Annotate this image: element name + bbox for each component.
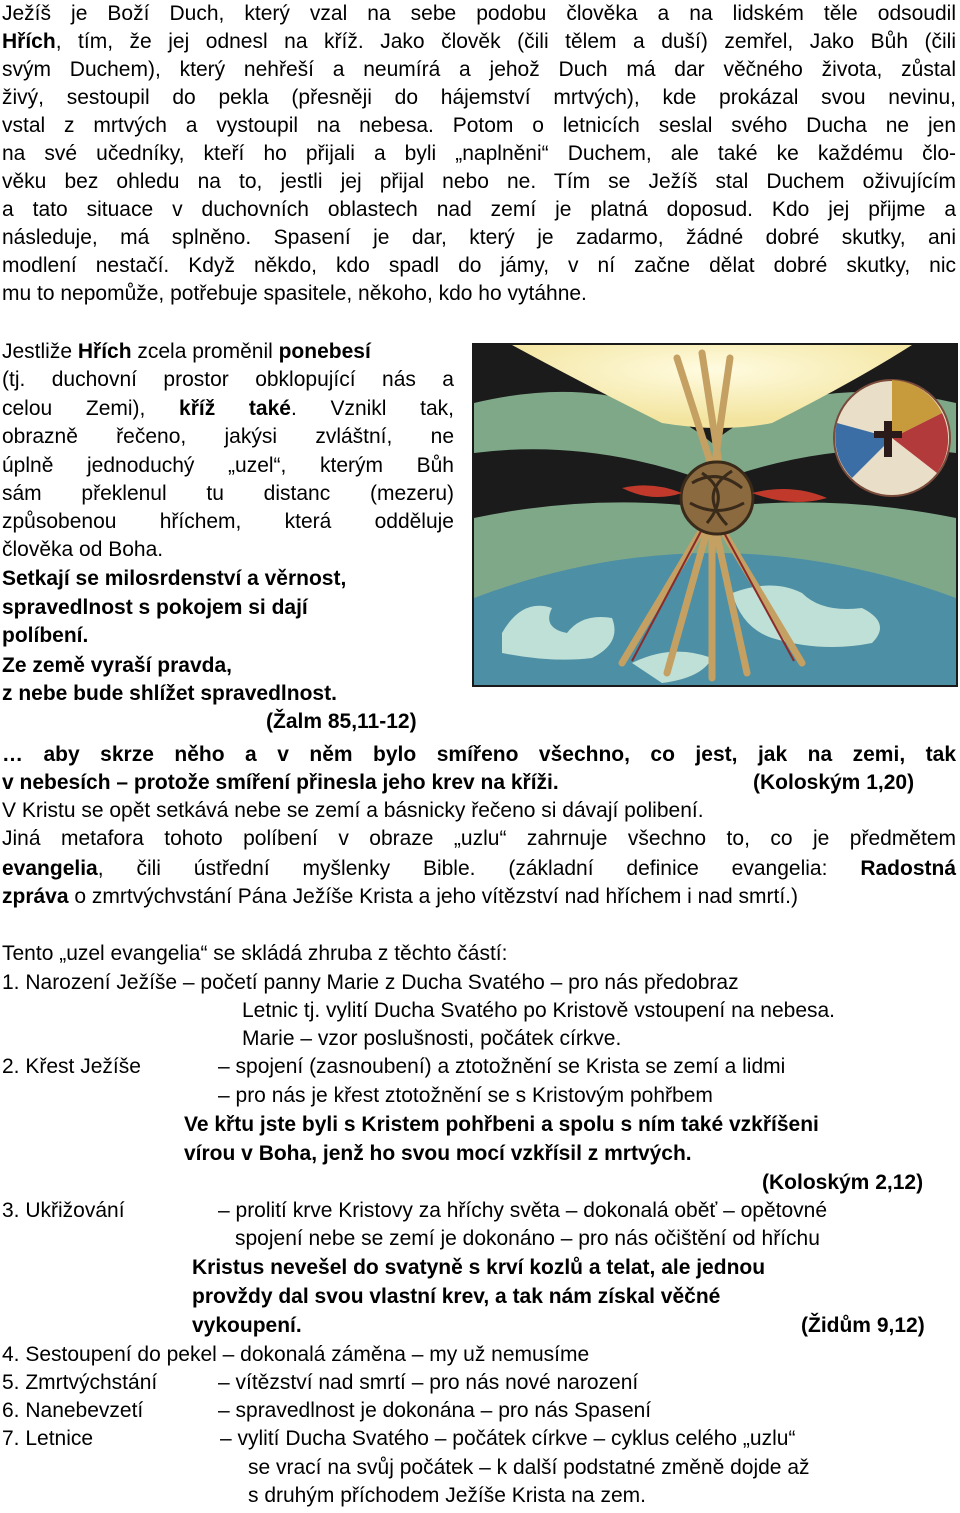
para2-line-2: Jiná metafora tohoto políbení v obraze „uzlu“ zahrnuje všechno to, co je předmětem: [2, 827, 956, 850]
intro-line-4: živý, sestoupil do pekla (přesněji do hájemství mrtvých), kde prokázal svou nevinu,: [2, 86, 956, 109]
item-2-reference: (Koloským 2,12): [762, 1171, 924, 1194]
item-4: 4. Sestoupení do pekel – dokonalá záměna – my už nemusíme: [2, 1343, 590, 1366]
para2-line-3-text: , čili ústřední myšlenky Bible. (základní definice evangelia:: [97, 857, 861, 880]
para2-line-4: [2, 883, 798, 911]
left-line-3a: celou Zemi),: [2, 397, 180, 420]
para2-line-1: V Kristu se opět setkává nebe se zemí a básnicky řečeno si dávají polibení.: [2, 799, 704, 822]
left-line-5: úplně jednoduchý „uzel“, kterým Bůh: [2, 454, 454, 477]
item-6-text: – spravedlnost je dokonána – pro nás Spasení: [218, 1399, 652, 1422]
knot-illustration: [472, 343, 958, 687]
intro-line-1: Ježíš je Boží Duch, který vzal na sebe podobu člověka a na lidském těle odsoudil: [2, 2, 956, 25]
item-3-label: 3. Ukřižování: [2, 1199, 125, 1222]
item-7-line-2: se vrací na svůj počátek – k další podstatné změně dojde až: [248, 1456, 810, 1479]
para2-line-3: [2, 855, 956, 883]
colossians-reference: (Koloským 1,20): [753, 771, 915, 794]
item-1-line-3: Marie – vzor poslušnosti, počátek církve.: [242, 1027, 622, 1050]
psalm-line-2: spravedlnost s pokojem si dají: [2, 596, 308, 619]
left-line-7: způsobenou hříchem, která odděluje: [2, 510, 454, 533]
list-intro: Tento „uzel evangelia“ se skládá zhruba z těchto částí:: [2, 942, 508, 965]
item-7-line-3: s druhým příchodem Ježíše Krista na zem.: [248, 1484, 646, 1507]
para2-evangelia: evangelia: [2, 857, 98, 880]
item-1-line-1: 1. Narození Ježíše – početí panny Marie z Ducha Svatého – pro nás předobraz: [2, 971, 739, 994]
left-line-3c: . Vznikl tak,: [290, 397, 454, 420]
psalm-reference: (Žalm 85,11-12): [266, 710, 417, 733]
item-2-line-1: – spojení (zasnoubení) a ztotožnění se Krista se zemí a lidmi: [218, 1055, 786, 1078]
psalm-line-5: z nebe bude shlížet spravedlnost.: [2, 682, 337, 705]
mandala-cross-horizontal: [874, 431, 902, 438]
item-7-line-1: – vylití Ducha Svatého – počátek církve – cyklus celého „uzlu“: [220, 1427, 796, 1450]
para2-radostna: Radostná: [860, 857, 956, 880]
item-2-quote-1: Ve křtu jste byli s Kristem pohřbeni a spolu s ním také vzkříšeni: [184, 1113, 819, 1136]
item-3-line-2: spojení nebe se zemí je dokonáno – pro nás očištění od hříchu: [235, 1227, 820, 1250]
left-line-8: člověka od Boha.: [2, 538, 164, 561]
intro-line-5: vstal z mrtvých a vystoupil na nebesa. Potom o letnicích seslal svého Ducha ne jen: [2, 114, 956, 137]
item-5-label: 5. Zmrtvýchstání: [2, 1371, 158, 1394]
left-line-1: [2, 338, 371, 366]
left-line-6: sám překlenul tu distanc (mezeru): [2, 482, 454, 505]
intro-line-7: věku bez ohledu na to, jestli jej přijal nebo ne. Tím se Ježíš stal Duchem oživujícím: [2, 170, 956, 193]
colossians-line-2: v nebesích – protože smíření přinesla jeho krev na kříži.: [2, 771, 559, 794]
psalm-line-4: Ze země vyraší pravda,: [2, 654, 232, 677]
item-2-line-2: – pro nás je křest ztotožnění se s Kristovým pohřbem: [218, 1084, 713, 1107]
item-1-line-2: Letnic tj. vylití Ducha Svatého po Kristově vstoupení na nebesa.: [242, 999, 836, 1022]
left-line-3: [2, 395, 454, 423]
para2-zprava: zpráva: [2, 885, 69, 908]
item-3-quote-1: Kristus nevešel do svatyně s krví kozlů a telat, ale jednou: [192, 1256, 766, 1279]
item-5-text: – vítězství nad smrtí – pro nás nové narození: [218, 1371, 639, 1394]
mandala-cross-vertical: [884, 421, 892, 457]
item-3-line-1: – prolití krve Kristovy za hříchy světa – dokonalá oběť – opětovné: [218, 1199, 828, 1222]
para2-line-4-text: o zmrtvýchvstání Pána Ježíše Krista a jeho vítězství nad hříchem i nad smrtí.): [68, 885, 798, 908]
item-3-quote-3: vykoupení.: [192, 1314, 302, 1337]
item-6-label: 6. Nanebevzetí: [2, 1399, 144, 1422]
colossians-line-1: … aby skrze něho a v něm bylo smířeno všechno, co jest, jak na zemi, tak: [2, 743, 956, 766]
intro-line-6: na své učedníky, kteří ho přijali a byli „naplněni“ Duchem, ale také ke každému člo-: [2, 142, 956, 165]
item-2-label: 2. Křest Ježíše: [2, 1055, 141, 1078]
item-3-quote-2: provždy dal svou vlastní krev, a tak nám získal věčné: [192, 1285, 721, 1308]
item-3-reference: (Židům 9,12): [801, 1314, 925, 1337]
left-line-1c: zcela proměnil: [131, 340, 279, 363]
psalm-line-1: Setkají se milosrdenství a věrnost,: [2, 567, 347, 590]
intro-line-2-text: , tím, že jej odnesl na kříž. Jako člověk (čili tělem a duší) zemřel, Jako Bůh (čili: [55, 30, 956, 53]
intro-line-10: modlení nestačí. Když někdo, kdo spadl do jámy, v ní začne dělat dobré skutky, nic: [2, 254, 956, 277]
intro-line-3: svým Duchem), který nehřeší a neumírá a jehož Duch má dar věčného života, zůstal: [2, 58, 956, 81]
item-2-quote-2: vírou v Boha, jenž ho svou mocí vzkřísil z mrtvých.: [184, 1142, 692, 1165]
item-7-label: 7. Letnice: [2, 1427, 94, 1450]
left-line-1b: Hřích: [77, 340, 132, 363]
intro-line-11: mu to nepomůže, potřebuje spasitele, někoho, kdo ho vytáhne.: [2, 282, 587, 305]
left-line-1d: ponebesí: [278, 340, 371, 363]
intro-sin-word: Hřích: [2, 30, 56, 53]
psalm-line-3: políbení.: [2, 624, 89, 647]
left-line-3b: kříž také: [179, 397, 291, 420]
left-line-2: (tj. duchovní prostor obklopující nás a: [2, 368, 454, 391]
left-line-4: obrazně řečeno, jakýsi zvláštní, ne: [2, 425, 454, 448]
intro-line-8: a tato situace v duchovních oblastech nad zemí je platná doposud. Kdo jej přijme a: [2, 198, 956, 221]
intro-line-9: následuje, má splněno. Spasení je dar, který je zadarmo, žádné dobré skutky, ani: [2, 226, 956, 249]
intro-line-2: [2, 28, 956, 56]
left-line-1a: Jestliže: [2, 340, 78, 363]
